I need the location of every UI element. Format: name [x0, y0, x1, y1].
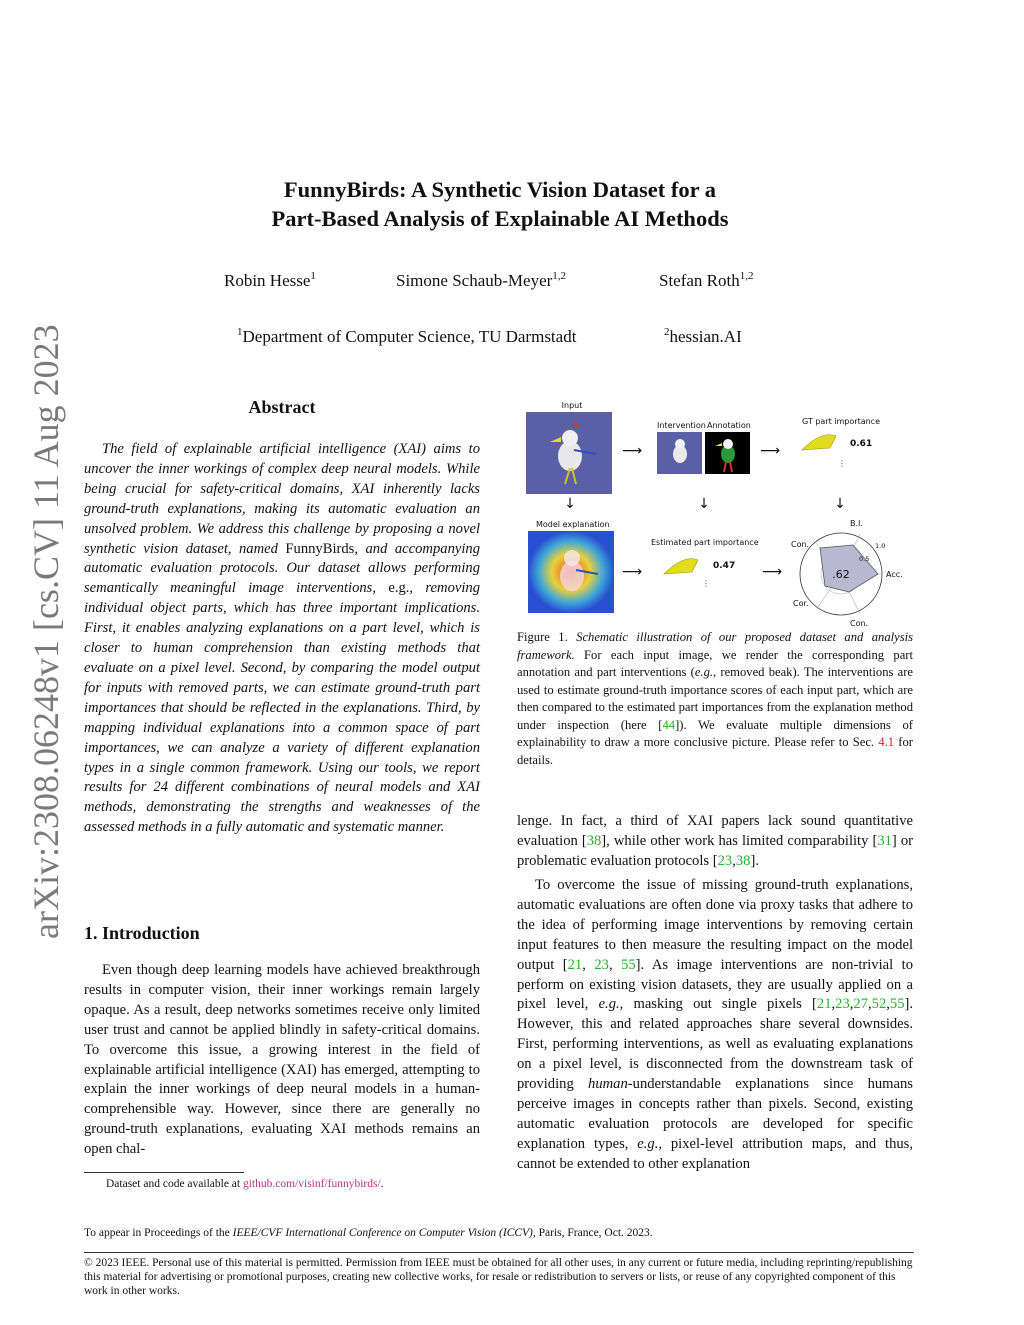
fig-label-estimated-importance: Estimated part importance [651, 538, 759, 547]
arrow-2: ⟶ [760, 443, 781, 459]
beak-gt [802, 435, 836, 450]
gt-dots: ⋮ [838, 459, 846, 468]
author-list [0, 271, 1024, 295]
arrow-down-1: ↓ [564, 496, 576, 512]
est-value: 0.47 [713, 561, 736, 571]
radar-tick-10: 1.0 [875, 542, 886, 550]
gt-value: 0.61 [850, 439, 873, 449]
affiliations [0, 327, 1024, 351]
arrow-down-3: ↓ [834, 496, 846, 512]
radar-tick-05: 0.5 [859, 555, 870, 563]
title-line-1: FunnyBirds: A Synthetic Vision Dataset for a [283, 177, 717, 202]
figure-1-caption: Figure 1. Schematic illustration of our proposed dataset and analysis framework. For each input image, we render the corresponding part annotation and part interventions (e.g., removed beak). The interventions are used to estimate ground-truth importance scores of each input part, which are then compared to the estimated part importances from the explanation method under inspection (here [44]). We evaluate multiple dimensions of explainability to draw a more conclusive picture. Please refer to Sec. 4.1 for details. [517, 630, 914, 767]
intro-paragraph: Even though deep learning models have achieved breakthrough results in computer vision, their inner workings remain largely opaque. As a result, deep networks sometimes receive only limited user trust and cannot be applied blindly in safety-critical domains. To overcome this issue, a growing interest in the field of explainable artificial intelligence (XAI) has emerged, attempting to explain the inner workings of deep neural models in a human-comprehensible way. However, since there are generally no ground-truth explanations, evaluating XAI methods remains an open chal- [84, 962, 480, 1158]
dataset-link[interactable]: github.com/visinf/funnybirds/ [242, 1178, 381, 1190]
arrow-down-2: ↓ [698, 496, 710, 512]
venue-note: To appear in Proceedings of the IEEE/CVF International Conference on Computer Vision (ICCV), Paris, France, Oct. 2023. [84, 1227, 653, 1239]
radar-chart [791, 519, 903, 628]
abstract-text: The field of explainable artificial intelligence (XAI) aims to uncover the inner workings of complex deep neural models. While being crucial for safety-critical domains, XAI inherently lacks ground-truth explanations, making its automatic evaluation an unsolved problem. We address this challenge by proposing a novel synthetic vision dataset, named FunnyBirds, and accompanying automatic evaluation protocols. Our dataset allows performing semantically meaningful image interventions, e.g., removing individual object parts, which has three important implications. First, it enables analyzing explanations on a part level, which is closer to human comprehension than existing methods that evaluate on a pixel level. Second, by comparing the model output for inputs with removed parts, we can estimate ground-truth part importances that should be reflected in the explanations. Third, by mapping individual explanations into a common space of part importances, we can analyze a variety of different explanation types in a single common framework. Using our tools, we report results for 24 different combinations of neural models and XAI methods, demonstrating the strengths and weaknesses of the assessed methods in a fully automatic and systematic manner. [84, 441, 480, 836]
fig-label-intervention: Intervention [657, 421, 706, 430]
affiliation-1: $^1$Department of Computer Science, TU Darmstadt [237, 326, 577, 346]
copyright-notice: © 2023 IEEE. Personal use of this material is permitted. Permission from IEEE must be obtained for all other uses, in any current or future media, including reprinting/republishing this material for advertising or promotional purposes, creating new collective works, for resale or redistribution to servers or lists, or reuse of any copyrighted component of this work in other works. [84, 1252, 914, 1298]
radar-axis-acc: Acc. [886, 570, 903, 579]
author-3: Stefan Roth$^{1,2}$ [659, 270, 754, 290]
figure-1 [510, 398, 920, 628]
title-line-2: Part-Based Analysis of Explainable AI Methods [271, 206, 729, 231]
author-2: Simone Schaub-Meyer$^{1,2}$ [396, 270, 567, 290]
footnote-rule [84, 1172, 244, 1173]
right-column-paragraph-2: To overcome the issue of missing ground-truth explanations, automatic evaluations are often done via proxy tasks that adhere to the idea of performing image interventions by removing certain input features to then measure the resulting impact on the model output [21, 23, 55]. As image interventions are non-trivial to perform on existing vision datasets, they are usually applied on a pixel level, e.g., masking out single pixels [21,23,27,52,55]. However, this and related approaches share several downsides. First, performing interventions, as well as evaluating explanations on a pixel level, is disconnected from the downstream task of providing human-understandable explanations since humans perceive images in concepts rather than pixels. Second, existing automatic evaluation protocols are developed for specific explanation types, e.g., pixel-level attribution maps, and thus, cannot be extended to other explanation [517, 877, 914, 1172]
fig-label-annotation: Annotation [707, 421, 751, 430]
abstract-heading: Abstract [248, 397, 316, 417]
radar-axis-cor: Cor. [793, 599, 809, 608]
paper-title [150, 175, 850, 233]
radar-center-value: .62 [832, 568, 850, 581]
fig-label-gt-importance: GT part importance [802, 417, 880, 426]
fig-label-input: Input [561, 401, 583, 410]
radar-axis-bi: B.I. [850, 519, 863, 528]
radar-axis-con-bottom: Con. [850, 619, 869, 628]
right-column-paragraph-1: lenge. In fact, a third of XAI papers lack sound quantitative evaluation [38], while other work has limited comparability [31] or problematic evaluation protocols [23,38]. [517, 813, 913, 869]
arrow-4: ⟶ [762, 564, 783, 580]
section-heading-introduction: 1. Introduction [84, 923, 200, 943]
author-1: Robin Hesse$^1$ [224, 270, 316, 290]
beak-estimated [664, 559, 698, 574]
arrow-1: ⟶ [622, 443, 643, 459]
est-dots: ⋮ [702, 579, 710, 588]
radar-axis-con-top: Con. [791, 540, 810, 549]
fig-label-model-explanation: Model explanation [536, 520, 610, 529]
arrow-3: ⟶ [622, 564, 643, 580]
affiliation-2: $^2$hessian.AI [664, 326, 742, 346]
arxiv-identifier: arXiv:2308.06248v1 [cs.CV] 11 Aug 2023 [26, 324, 66, 939]
footnote: Dataset and code available at github.com/visinf/funnybirds/. [106, 1178, 384, 1190]
